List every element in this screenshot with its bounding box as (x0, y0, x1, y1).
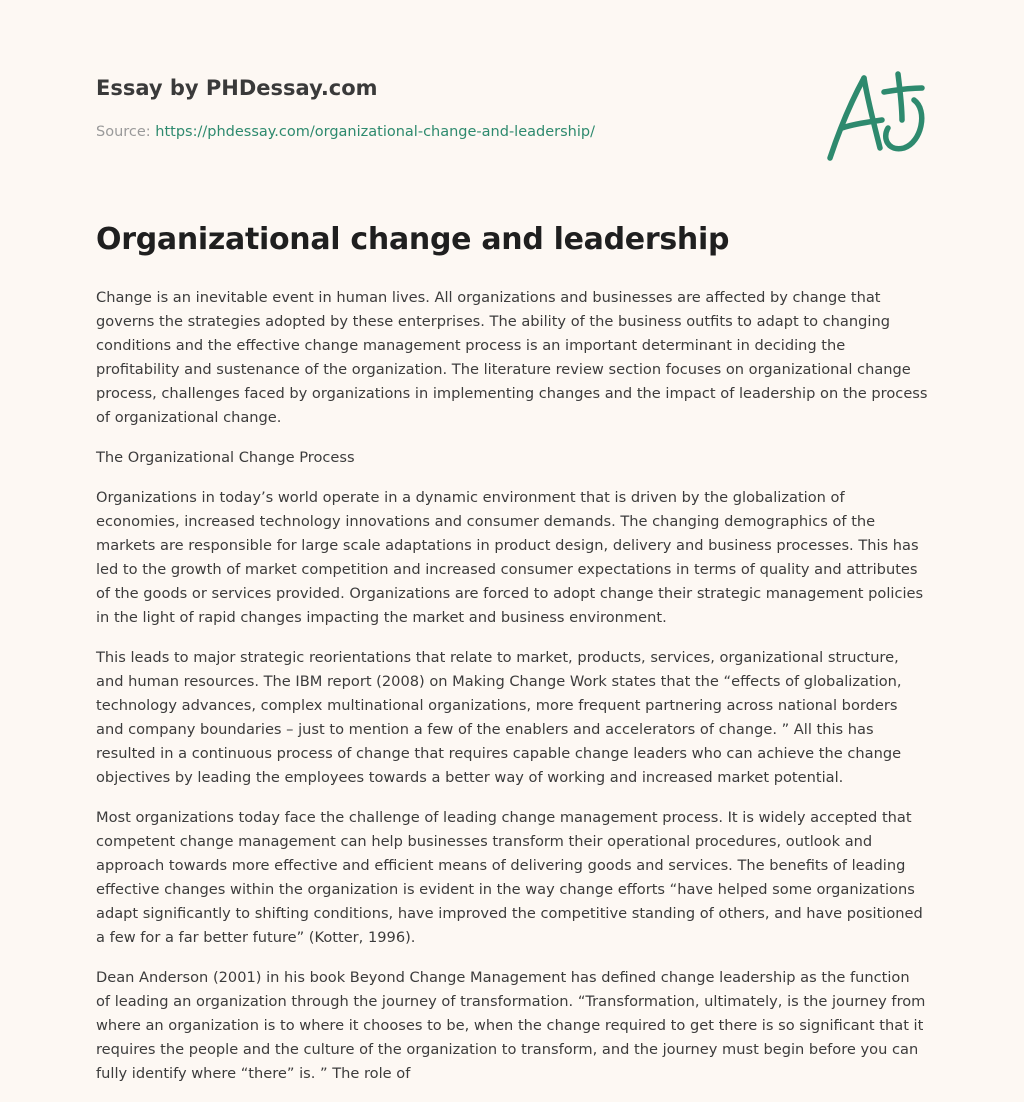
paragraph: Organizations in today’s world operate in a dynamic environment that is driven by the globalization of economies, increased technology innovations and consumer demands. The changing demographics of the markets are responsible for large scale adaptations in product design, delivery and business processes. This has led to the growth of market competition and increased consumer expectations in terms of quality and attributes of the goods or services provided. Organizations are forced to adopt change their strategic management policies in the light of rapid changes impacting the market and business environment. (96, 489, 924, 626)
site-title: Essay by PHDessay.com (96, 76, 378, 100)
section-heading: The Organizational Change Process (96, 449, 355, 466)
source-line (96, 124, 595, 140)
source-link[interactable]: https://phdessay.com/organizational-change-and-leadership/ (155, 124, 595, 140)
essay-title: Organizational change and leadership (96, 222, 730, 257)
source-label: Source: (96, 124, 156, 140)
paragraph: This leads to major strategic reorientations that relate to market, products, services, organizational structure, and human resources. The IBM report (2008) on Making Change Work states that the “effects of globalization, technology advances, complex multinational organizations, more frequent partnering across national borders and company boundaries – just to mention a few of the enablers and accelerators of change. ” All this has resulted in a continuous process of change that requires capable change leaders who can achieve the change objectives by leading the employees towards a better way of working and increased market potential. (96, 649, 902, 786)
paragraph: Change is an inevitable event in human lives. All organizations and businesses are affected by change that governs the strategies adopted by these enterprises. The ability of the business outfits to adapt to changing conditions and the effective change management process is an important determinant in deciding the profitability and sustenance of the organization. The literature review section focuses on organizational change process, challenges faced by organizations in implementing changes and the impact of leadership on the process of organizational change. (96, 289, 928, 426)
paragraph: Dean Anderson (2001) in his book Beyond Change Management has defined change leadership as the function of leading an organization through the journey of transformation. “Transformation, ultimately, is the journey from where an organization is to where it chooses to be, when the change required to get there is so significant that it requires the people and the culture of the organization to transform, and the journey must begin before you can fully identify where “there” is. ” The role of (96, 969, 926, 1082)
essay-body (96, 286, 928, 1102)
a-plus-logo-icon (822, 66, 932, 166)
paragraph: Most organizations today face the challenge of leading change management process. It is widely accepted that competent change management can help businesses transform their operational procedures, outlook and approach towards more effective and efficient means of delivering goods and services. The benefits of leading effective changes within the organization is evident in the way change efforts “have helped some organizations adapt significantly to shifting conditions, have improved the competitive standing of others, and have positioned a few for a far better future” (Kotter, 1996). (96, 809, 923, 946)
